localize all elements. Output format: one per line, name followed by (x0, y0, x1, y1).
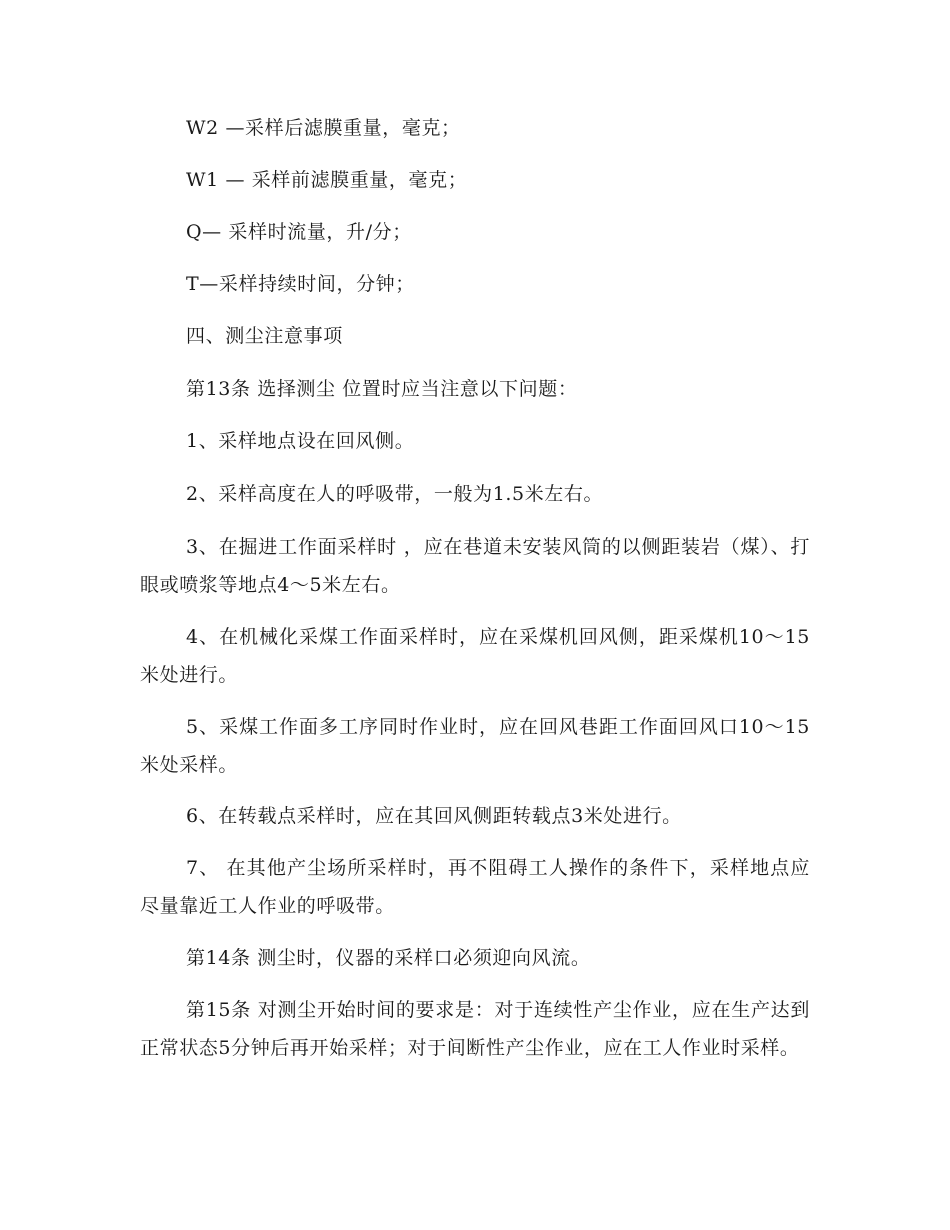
definition-t: T—采样持续时间，分钟； (186, 273, 415, 295)
definition-w1: W1 — 采样前滤膜重量，毫克； (186, 169, 468, 191)
list-item-7: 7、 在其他产尘场所采样时，再不阻碍工人操作的条件下，采样地点应尽量靠近工人作业的呼吸带。 (140, 857, 810, 917)
list-item-6: 6、在转载点采样时，应在其回风侧距转载点3米处进行。 (186, 805, 682, 827)
article-15: 第15条 对测尘开始时间的要求是：对于连续性产尘作业，应在生产达到正常状态5分钟后再开始采样；对于间断性产尘作业，应在工人作业时采样。 (140, 999, 810, 1059)
list-item-2: 2、采样高度在人的呼吸带，一般为1.5米左右。 (186, 483, 604, 505)
list-item-5: 5、采煤工作面多工序同时作业时，应在回风巷距工作面回风口10～15米处采样。 (140, 716, 810, 776)
list-item-4: 4、在机械化采煤工作面采样时，应在采煤机回风侧，距采煤机10～15米处进行。 (140, 626, 810, 686)
list-item-3: 3、在掘进工作面采样时 ，应在巷道未安装风筒的以侧距装岩（煤）、打眼或喷浆等地点4～5米左右。 (140, 536, 810, 596)
article-13: 第13条 选择测尘 位置时应当注意以下问题： (186, 378, 578, 400)
article-14: 第14条 测尘时，仪器的采样口必须迎向风流。 (186, 947, 591, 969)
definition-q: Q— 采样时流量，升/分； (186, 221, 412, 243)
section-heading: 四、测尘注意事项 (186, 325, 343, 347)
list-item-1: 1、采样地点设在回风侧。 (186, 430, 415, 452)
definition-w2: W2 —采样后滤膜重量，毫克； (186, 117, 461, 139)
